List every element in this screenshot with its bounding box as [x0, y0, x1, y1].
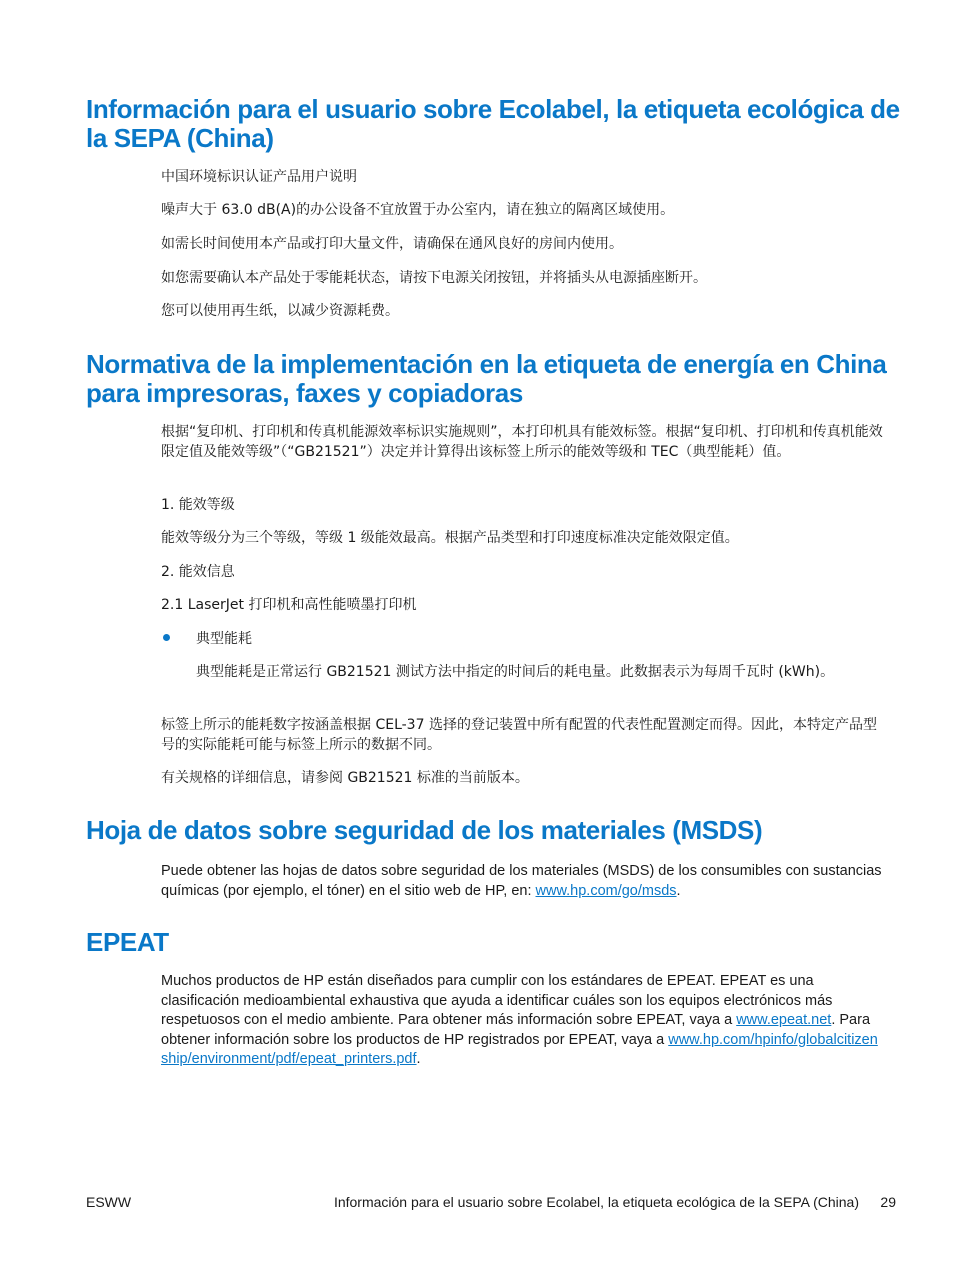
bullet-text: 典型能耗是正常运行 GB21521 测试方法中指定的时间后的耗电量。此数据表示为每周千瓦时 (kWh)。	[196, 664, 835, 680]
heading-epeat: EPEAT	[86, 927, 169, 957]
energy-item1-title: 1. 能效等级	[161, 497, 235, 513]
footer-left: ESWW	[86, 1194, 132, 1210]
epeat-text: . Para obtener información sobre los productos de HP registrados por EPEAT, vaya a	[161, 1012, 871, 1048]
msds-paragraph	[161, 862, 885, 901]
epeat-link[interactable]: www.epeat.net	[736, 1012, 832, 1028]
energy-item2-title: 2. 能效信息	[161, 564, 235, 580]
energy-item21-title: 2.1 LaserJet 打印机和高性能喷墨打印机	[161, 597, 417, 613]
heading-energy: Normativa de la implementación en la etiqueta de energía en China para impresoras, faxes y copiadoras	[86, 349, 887, 408]
footer-page-number: 29	[880, 1194, 896, 1210]
epeat-text-end: .	[416, 1051, 421, 1067]
ecolabel-paragraph: 噪声大于 63.0 dB(A)的办公设备不宜放置于办公室内，请在独立的隔离区域使用。	[161, 202, 675, 218]
msds-text-end: .	[676, 882, 681, 899]
energy-note: 有关规格的详细信息，请参阅 GB21521 标准的当前版本。	[161, 770, 529, 786]
msds-text: Puede obtener las hojas de datos sobre seguridad de los materiales (MSDS) de los consumibles con sustancias químicas (por ejemplo, el tóner) en el sitio web de HP, en:	[161, 863, 882, 899]
ecolabel-paragraph: 您可以使用再生纸，以减少资源耗费。	[161, 303, 399, 319]
ecolabel-paragraph: 如您需要确认本产品处于零能耗状态，请按下电源关闭按钮，并将插头从电源插座断开。	[161, 270, 707, 286]
energy-note: 标签上所示的能耗数字按涵盖根据 CEL-37 选择的登记装置中所有配置的代表性配置测定而得。因此，本特定产品型号的实际能耗可能与标签上所示的数据不同。	[161, 717, 877, 753]
ecolabel-paragraph: 如需长时间使用本产品或打印大量文件，请确保在通风良好的房间内使用。	[161, 236, 623, 252]
epeat-text: Muchos productos de HP están diseñados para cumplir con los estándares de EPEAT. EPEAT es una clasificación medioambiental exhaustiva que ayuda a identificar cuáles son los equipos electrónicos más respetuosos con el medio ambiente. Para obtener más información sobre EPEAT, vaya a	[161, 973, 833, 1028]
bullet-marker	[163, 634, 170, 641]
ecolabel-paragraph: 中国环境标识认证产品用户说明	[161, 169, 357, 185]
energy-intro: 根据“复印机、打印机和传真机能源效率标识实施规则”，本打印机具有能效标签。根据“复印机、打印机和传真机能效限定值及能效等级”（“GB21521”）决定并计算得出该标签上所示的能效等级和 TEC（典型能耗）值。	[161, 424, 883, 460]
hp-epeat-link[interactable]: www.hp.com/hpinfo/globalcitizenship/environment/pdf/epeat_printers.pdf	[161, 1031, 878, 1067]
heading-ecolabel: Información para el usuario sobre Ecolabel, la etiqueta ecológica de la SEPA (China)	[86, 94, 900, 153]
energy-item1-text: 能效等级分为三个等级，等级 1 级能效最高。根据产品类型和打印速度标准决定能效限定值。	[161, 530, 739, 546]
msds-link[interactable]: www.hp.com/go/msds	[535, 882, 677, 899]
heading-msds: Hoja de datos sobre seguridad de los materiales (MSDS)	[86, 815, 763, 845]
bullet-label: 典型能耗	[196, 631, 252, 647]
epeat-paragraph	[161, 972, 885, 1070]
footer-title: Información para el usuario sobre Ecolabel, la etiqueta ecológica de la SEPA (China)	[333, 1194, 859, 1210]
